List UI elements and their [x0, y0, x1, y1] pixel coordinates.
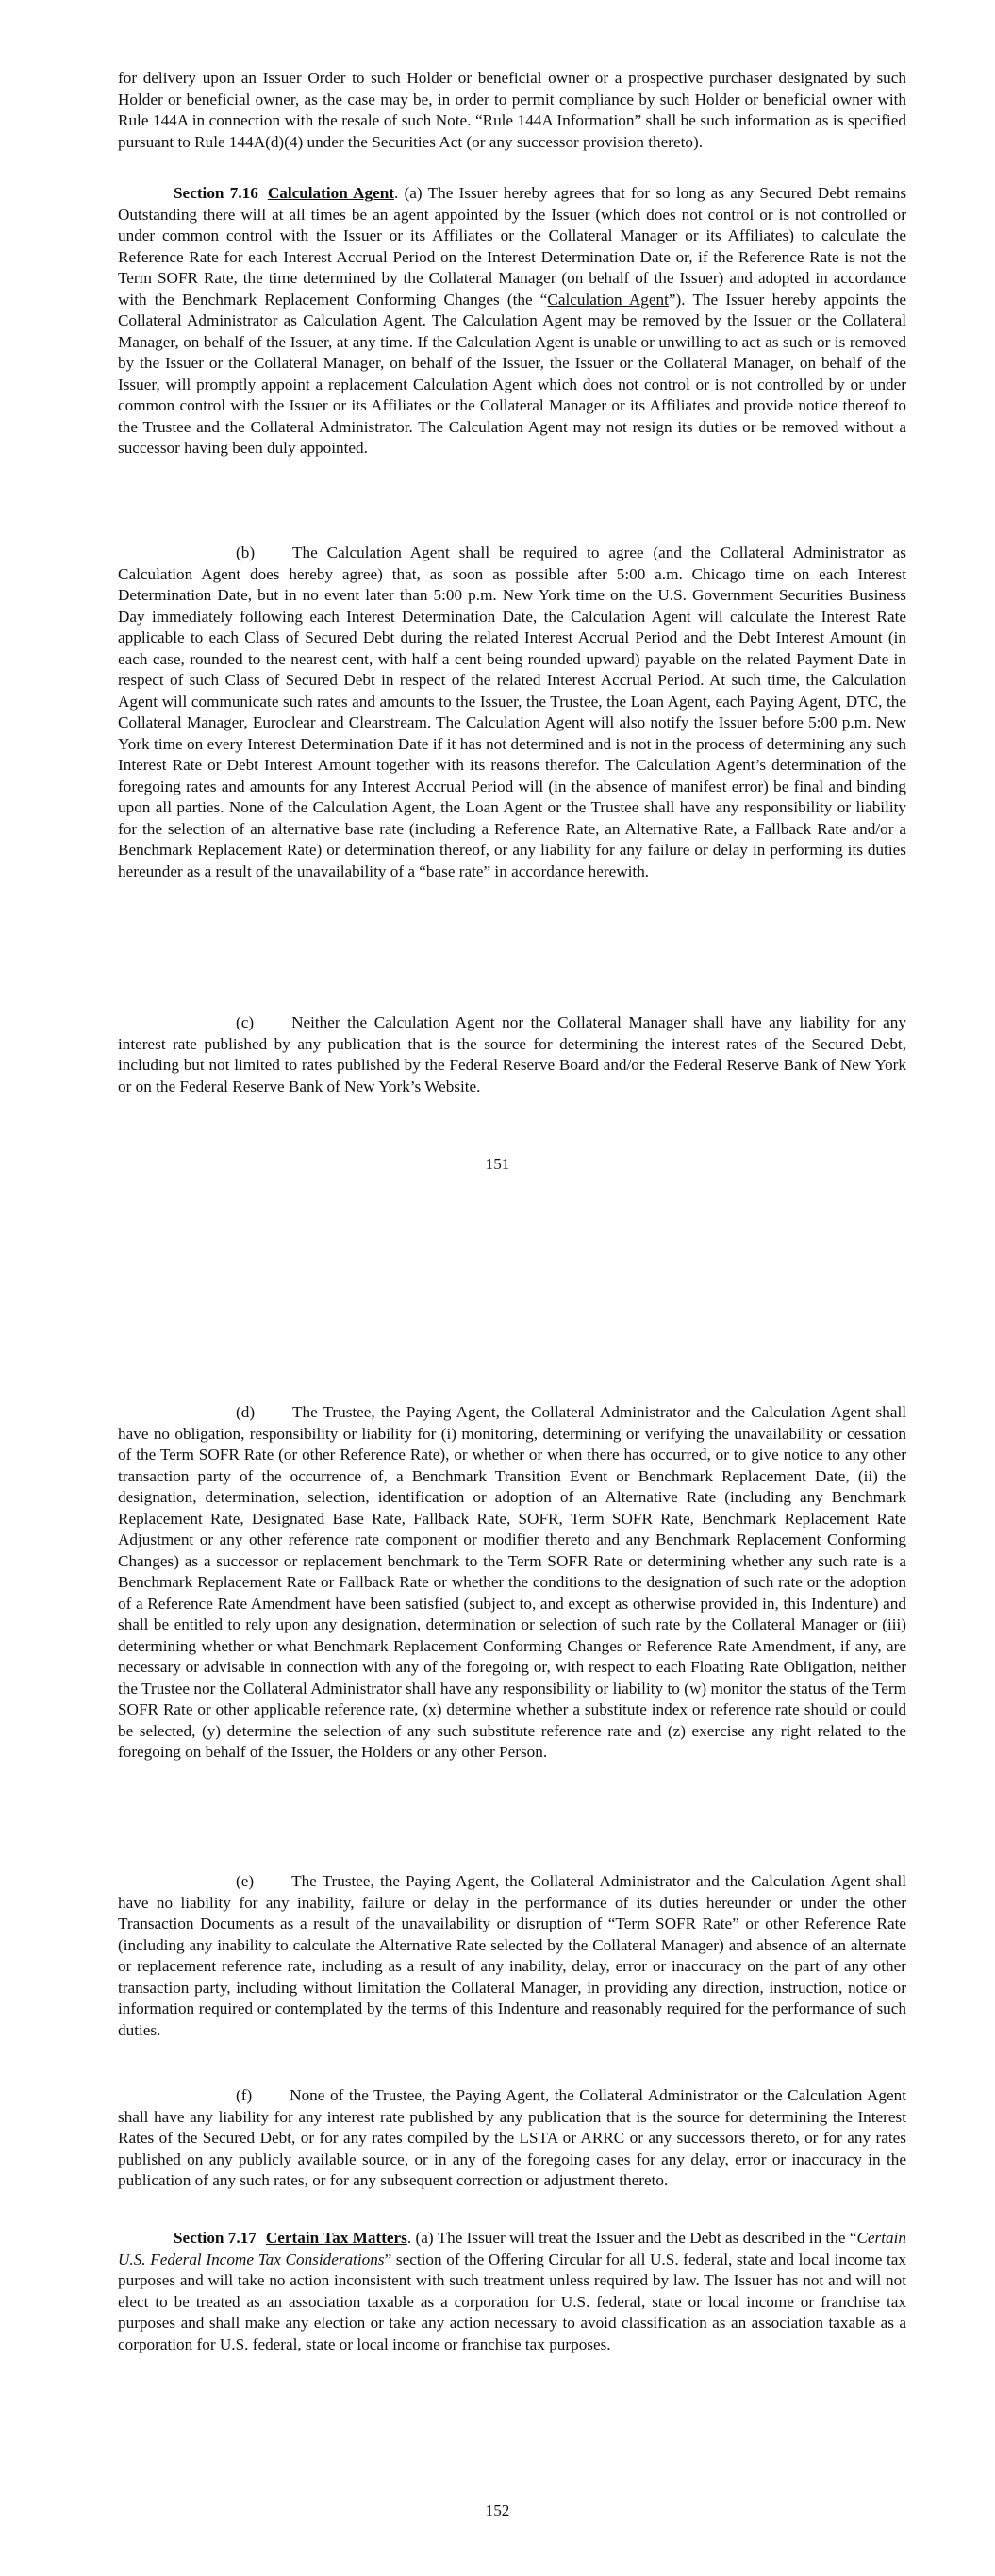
- clause-label: (e): [236, 1872, 255, 1890]
- paragraph-rule-144a-continuation: for delivery upon an Issuer Order to such Holder or beneficial owner or a prospective purchaser designated by such Holder or beneficial owner, as the case may be, in order to permit compliance by such Holder or beneficial owner with Rule 144A in connection with the resale of such Note. “Rule 144A Information” shall be such information as is specified pursuant to Rule 144A(d)(4) under the Securities Act (or any successor provision thereto).: [118, 69, 906, 151]
- section-7-16-paragraph-e: [118, 1871, 906, 2041]
- section-number: Section 7.17: [174, 2229, 257, 2247]
- page-number: 152: [485, 2501, 510, 2519]
- section-text: ”). The Issuer hereby appoints the Collateral Administrator as Calculation Agent. The Calculation Agent may be removed by the Issuer or the Collateral Manager, on behalf of the Issuer, at any time. If the Calculation Agent is unable or unwilling to act as such or is removed by the Issuer or the Collateral Manager, on behalf of the Issuer, the Issuer or the Collateral Manager, on behalf of the Issuer, will promptly appoint a replacement Calculation Agent which does not control or is not controlled by or under common control with the Issuer or its Affiliates or the Collateral Manager or its Affiliates and provide notice thereof to the Trustee and the Collateral Administrator. The Calculation Agent may not resign its duties or be removed without a successor having been duly appointed.: [118, 290, 906, 457]
- section-7-16-paragraph-a: [118, 183, 906, 460]
- clause-text: The Trustee, the Paying Agent, the Collateral Administrator and the Calculation Agent shall have no obligation, responsibility or liability for (i) monitoring, determining or verifying the unavailability or cessation of the Term SOFR Rate (or other Reference Rate), or whether or when there has occurred, or to give notice to any other transaction party of the occurrence of, a Benchmark Transition Event or Benchmark Replacement Date, (ii) the designation, determination, selection, identification or adoption of an Alternative Rate (including any Benchmark Replacement Rate, Designated Base Rate, Fallback Rate, SOFR, Term SOFR Rate, Benchmark Replacement Rate Adjustment or any other reference rate component or modifier thereto and any Benchmark Replacement Conforming Changes) as a successor or replacement benchmark to the Term SOFR Rate or determining whether any such rate is a Benchmark Replacement Rate or Fallback Rate or whether the conditions to the designation of such rate or the adoption of a Reference Rate Amendment have been satisfied (subject to, and except as otherwise provided in, this Indenture) and shall be entitled to rely upon any designation, determination or selection of such rate by the Collateral Manager or (iii) determining whether or what Benchmark Replacement Conforming Changes or Reference Rate Amendment, if any, are necessary or advisable in connection with any of the foregoing or, with respect to each Floating Rate Obligation, neither the Trustee nor the Collateral Administrator shall have any responsibility or liability to (w) monitor the status of the Term SOFR Rate or other applicable reference rate, (x) determine whether a substitute index or reference rate should or could be selected, (y) determine the selection of any such substitute reference rate and (z) exercise any right related to the foregoing on behalf of the Issuer, the Holders or any other Person.: [118, 1403, 906, 1761]
- clause-label: (c): [236, 1013, 255, 1031]
- defined-term: Calculation Agent: [547, 290, 669, 309]
- clause-label: (b): [236, 544, 256, 561]
- section-7-16-paragraph-f: [118, 2085, 906, 2192]
- page-number: 151: [485, 1155, 510, 1173]
- section-title: Certain Tax Matters: [265, 2229, 407, 2247]
- section-text: . (a) The Issuer will treat the Issuer and the Debt as described in the “: [406, 2229, 857, 2247]
- section-title: Calculation Agent: [267, 184, 395, 202]
- italic-reference: Certain U.S. Federal Income Tax Considerations: [118, 2229, 906, 2268]
- section-7-16-paragraph-d: [118, 1402, 906, 1764]
- clause-text: The Calculation Agent shall be required to agree (and the Collateral Administrator as Calculation Agent does hereby agree) that, as soon as possible after 5:00 a.m. Chicago time on each Interest Determination Date, but in no event later than 5:00 p.m. New York time on the U.S. Government Securities Business Day immediately following each Interest Determination Date, the Calculation Agent will calculate the Interest Rate applicable to each Class of Secured Debt during the related Interest Accrual Period and the Debt Interest Amount (in each case, rounded to the nearest cent, with half a cent being rounded upward) payable on the related Payment Date in respect of such Class of Secured Debt in respect of the related Interest Accrual Period. At such time, the Calculation Agent will communicate such rates and amounts to the Issuer, the Trustee, the Loan Agent, each Paying Agent, DTC, the Collateral Manager, Euroclear and Clearstream. The Calculation Agent will also notify the Issuer before 5:00 p.m. New York time on every Interest Determination Date if it has not determined and is not in the process of determining any such Interest Rate or Debt Interest Amount together with its reasons therefor. The Calculation Agent’s determination of the foregoing rates and amounts for any Interest Accrual Period will (in the absence of manifest error) be final and binding upon all parties. None of the Calculation Agent, the Loan Agent or the Trustee shall have any responsibility or liability for the selection of an alternative base rate (including a Reference Rate, an Alternative Rate, a Fallback Rate and/or a Benchmark Replacement Rate) or determination thereof, or any liability for any failure or delay in performing its duties hereunder as a result of the unavailability of a “base rate” in accordance herewith.: [118, 544, 906, 880]
- clause-text: The Trustee, the Paying Agent, the Collateral Administrator and the Calculation Agent shall have no liability for any inability, failure or delay in the performance of its duties hereunder or under the other Transaction Documents as a result of the unavailability or disruption of “Term SOFR Rate” or other Reference Rate (including any inability to calculate the Alternative Rate selected by the Collateral Manager) and absence of an alternate or replacement reference rate, including as a result of any inability, delay, error or inaccuracy on the part of any other transaction party, including without limitation the Collateral Manager, in providing any direction, instruction, notice or information required or contemplated by the terms of this Indenture and reasonably required for the performance of such duties.: [118, 1872, 906, 2039]
- clause-label: (f): [236, 2086, 253, 2104]
- clause-text: None of the Trustee, the Paying Agent, the Collateral Administrator or the Calculation Agent shall have any liability for any interest rate published by any publication that is the source for determining the Interest Rates of the Secured Debt, or for any rates compiled by the LSTA or ARRC or any successors thereto, or for any rates published on any publicly available source, or in any of the foregoing cases for any delay, error or inaccuracy in the publication of any such rates, or for any subsequent correction or adjustment thereto.: [118, 2086, 906, 2189]
- clause-text: Neither the Calculation Agent nor the Collateral Manager shall have any liability for any interest rate published by any publication that is the source for determining the interest rates of the Secured Debt, including but not limited to rates published by the Federal Reserve Board and/or the Federal Reserve Bank of New York or on the Federal Reserve Bank of New York’s Website.: [118, 1013, 906, 1096]
- section-7-16-paragraph-b: [118, 543, 906, 882]
- section-7-16-paragraph-c: [118, 1012, 906, 1097]
- section-number: Section 7.16: [174, 184, 258, 202]
- clause-label: (d): [236, 1403, 256, 1421]
- section-text: . (a) The Issuer hereby agrees that for so long as any Secured Debt remains Outstanding there will at all times be an agent appointed by the Issuer (which does not control or is not controlled or under common control with the Issuer or its Affiliates or the Collateral Manager or its Affiliates) to calculate the Reference Rate for each Interest Accrual Period on the Interest Determination Date or, if the Reference Rate is not the Term SOFR Rate, the time determined by the Collateral Manager (on behalf of the Issuer) and adopted in accordance with the Benchmark Replacement Conforming Changes (the “: [118, 184, 907, 309]
- section-7-17-paragraph-a: [118, 2228, 906, 2355]
- section-text: ” section of the Offering Circular for all U.S. federal, state and local income tax purposes and will take no action inconsistent with such treatment unless required by law. The Issuer has not and will not elect to be treated as an association taxable as a corporation for U.S. federal, state or local income or franchise tax purposes and shall make any election or take any action necessary to avoid classification as an association taxable as a corporation for U.S. federal, state or local income or franchise tax purposes.: [118, 2250, 907, 2353]
